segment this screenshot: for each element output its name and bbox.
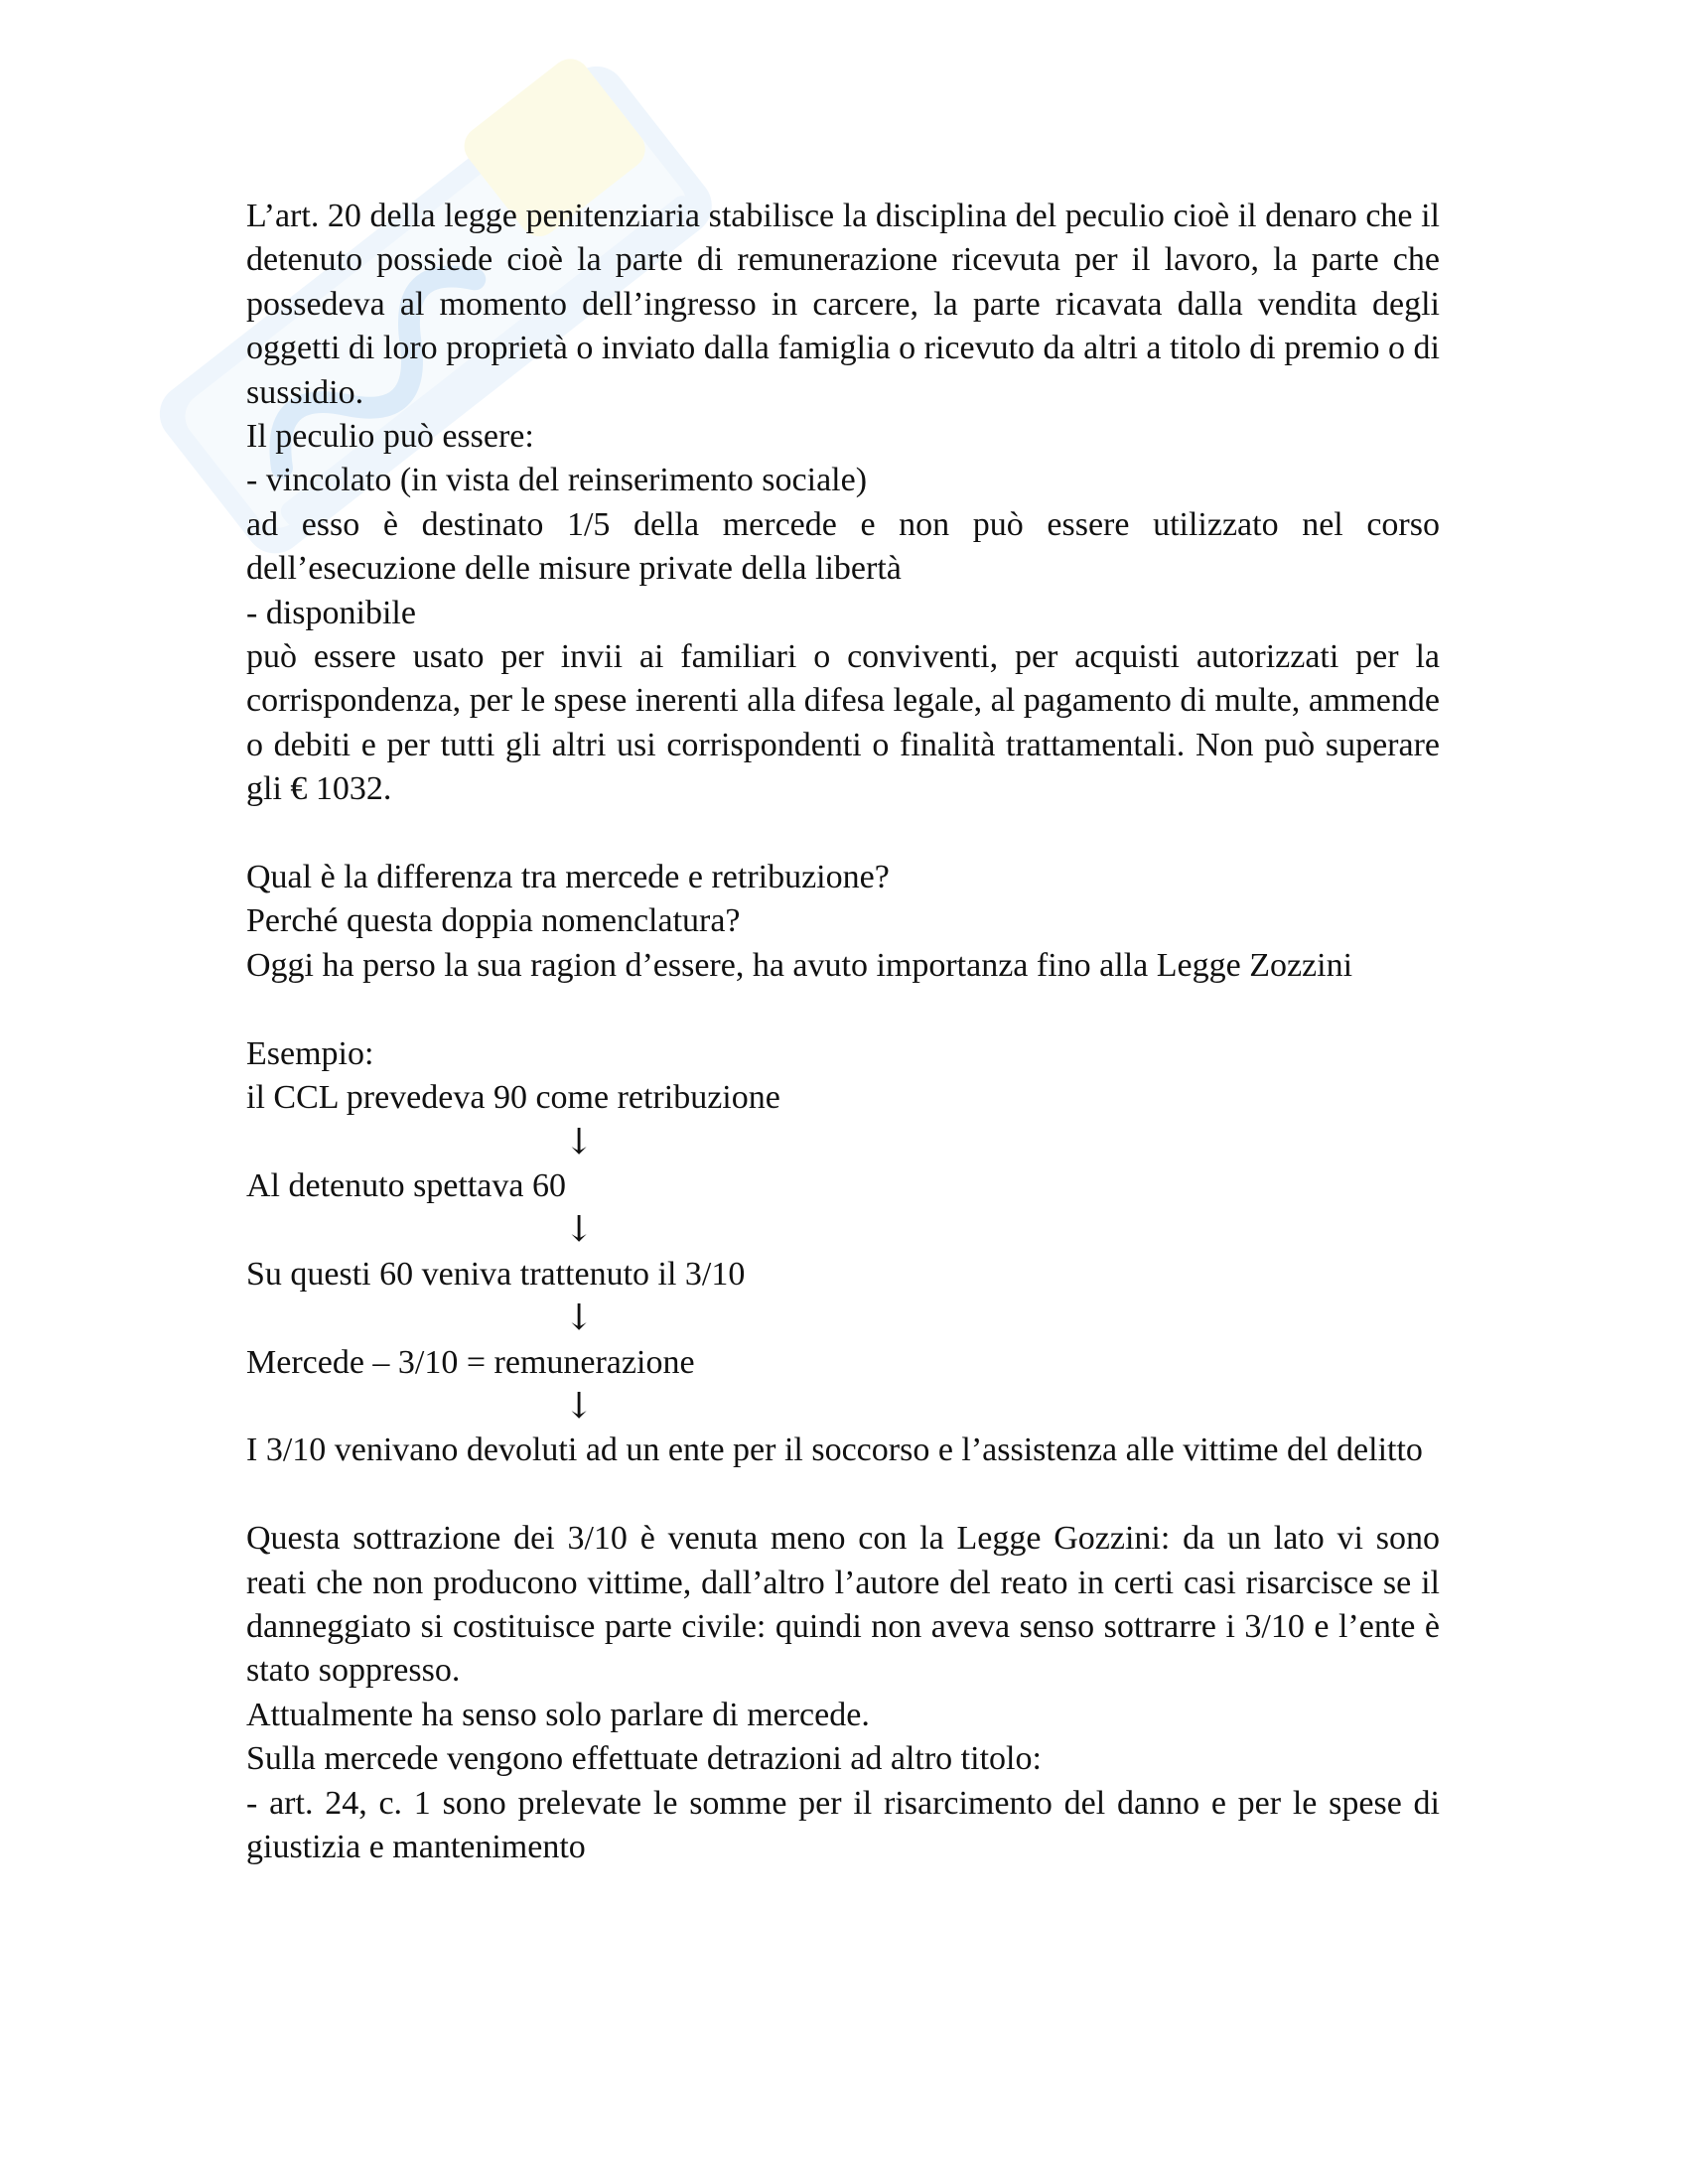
list-item-vincolato: - vincolato (in vista del reinserimento sociale) [246, 462, 868, 499]
paragraph-detrazioni-intro: Sulla mercede vengono effettuate detrazioni ad altro titolo: [246, 1740, 1042, 1778]
down-arrow-icon: ↓ [564, 1121, 595, 1162]
example-step-ccl: il CCL prevedeva 90 come retribuzione [246, 1079, 780, 1117]
paragraph-mercede-only: Attualmente ha senso solo parlare di mercede. [246, 1696, 870, 1733]
document-page [246, 195, 1440, 1869]
down-arrow-icon: ↓ [564, 1209, 595, 1251]
paragraph-disponibile-detail: può essere usato per invii ai familiari o conviventi, per acquisti autorizzati per la corrispondenza, per le spese inerenti alla difesa legale, al pagamento di multe, ammende o debiti e per tutti gli altri usi corrispondenti o finalità trattamentali. Non può superare gli € 1032. [246, 638, 1440, 808]
paragraph-gozzini: Questa sottrazione dei 3/10 è venuta meno con la Legge Gozzini: da un lato vi sono reati che non producono vittime, dall’altro l’autore del reato in certi casi risarcisce se il danneggiato si costituisce parte civile: quindi non aveva senso sottrarre i 3/10 e l’ente è stato soppresso. [246, 1520, 1440, 1690]
example-step-ente: I 3/10 venivano devoluti ad un ente per il soccorso e l’assistenza alle vittime del delitto [246, 1432, 1423, 1469]
example-step-detenuto: Al detenuto spettava 60 [246, 1166, 566, 1204]
answer-nomenclature: Oggi ha perso la sua ragion d’essere, ha avuto importanza fino alla Legge Zozzini [246, 946, 1353, 984]
example-step-trattenuto: Su questi 60 veniva trattenuto il 3/10 [246, 1255, 746, 1293]
example-step-formula: Mercede – 3/10 = remunerazione [246, 1343, 695, 1381]
paragraph-peculio-types-intro: Il peculio può essere: [246, 418, 534, 456]
paragraph-peculio-definition: L’art. 20 della legge penitenziaria stabilisce la disciplina del peculio cioè il denaro che il detenuto possiede cioè la parte di remunerazione ricevuta per il lavoro, la parte che possedeva al momento dell’ingresso in carcere, la parte ricavata dalla vendita degli oggetti di loro proprietà o inviato dalla famiglia o ricevuto da altri a titolo di premio o di sussidio. [246, 198, 1440, 411]
list-item-art-24: - art. 24, c. 1 sono prelevate le somme per il risarcimento del danno e per le spese di giustizia e mantenimento [246, 1784, 1440, 1865]
down-arrow-icon: ↓ [564, 1297, 595, 1339]
spacer [246, 988, 1440, 1031]
list-item-disponibile: - disponibile [246, 594, 416, 631]
example-heading: Esempio: [246, 1034, 374, 1072]
spacer [246, 1473, 1440, 1517]
down-arrow-icon: ↓ [564, 1385, 595, 1427]
spacer [246, 812, 1440, 856]
question-nomenclature: Perché questa doppia nomenclatura? [246, 902, 741, 940]
question-difference: Qual è la differenza tra mercede e retribuzione? [246, 859, 890, 896]
paragraph-vincolato-detail: ad esso è destinato 1/5 della mercede e non può essere utilizzato nel corso dell’esecuzione delle misure private della libertà [246, 505, 1440, 588]
